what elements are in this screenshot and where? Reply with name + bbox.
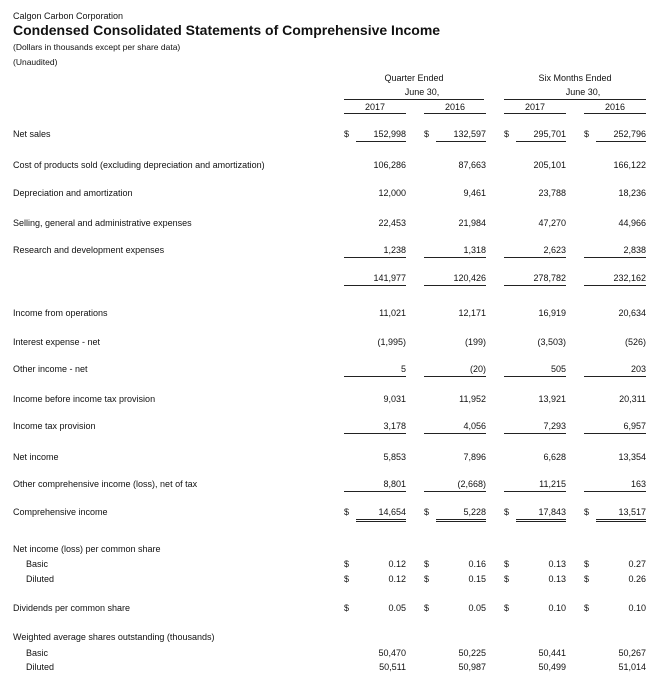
value-cell: 20,634 <box>618 308 646 318</box>
header-rule-sixmonths <box>504 99 646 100</box>
value-cell: 11,215 <box>504 479 566 492</box>
value-cell: 0.16 <box>468 559 486 569</box>
value-cell: 13,517 <box>596 507 646 522</box>
value-cell: 1,238 <box>344 245 406 258</box>
value-cell: 50,441 <box>538 648 566 658</box>
row-label: Income tax provision <box>13 421 96 431</box>
value-cell: 47,270 <box>538 218 566 228</box>
row-label: Diluted <box>26 662 55 672</box>
value-cell: 0.10 <box>548 603 566 613</box>
row-label: Net sales <box>13 129 51 139</box>
units-note: (Dollars in thousands except per share data) <box>13 42 181 52</box>
value-cell: 11,021 <box>379 308 406 318</box>
value-cell: 6,628 <box>543 452 566 462</box>
value-cell: 50,470 <box>378 648 406 658</box>
value-cell: 17,843 <box>516 507 566 522</box>
row-label: Weighted average shares outstanding (thousands) <box>13 632 215 642</box>
value-cell: 166,122 <box>613 160 646 170</box>
row-label: Other comprehensive income (loss), net of tax <box>13 479 198 489</box>
value-cell: 44,966 <box>618 218 646 228</box>
value-cell: 51,014 <box>618 662 646 672</box>
currency-symbol: $ <box>584 559 590 569</box>
currency-symbol: $ <box>424 507 430 517</box>
header-rule-quarter <box>344 99 484 100</box>
row-label: Income from operations <box>13 308 108 318</box>
row-label: Income before income tax provision <box>13 394 156 404</box>
currency-symbol: $ <box>584 603 590 613</box>
currency-symbol: $ <box>424 129 430 139</box>
value-cell: 12,171 <box>458 308 486 318</box>
value-cell: 7,293 <box>504 421 566 434</box>
value-cell: 278,782 <box>504 273 566 286</box>
value-cell: 505 <box>504 364 566 377</box>
value-cell: 50,499 <box>538 662 566 672</box>
value-cell: 0.05 <box>468 603 486 613</box>
value-cell: 2,623 <box>504 245 566 258</box>
currency-symbol: $ <box>584 507 590 517</box>
value-cell: 6,957 <box>584 421 646 434</box>
company-name: Calgon Carbon Corporation <box>13 11 124 21</box>
row-label: Dividends per common share <box>13 603 131 613</box>
value-cell: 50,511 <box>379 662 406 672</box>
column-group-sixmonths: Six Months Ended <box>538 73 612 83</box>
year-rule-4 <box>584 113 646 114</box>
value-cell: (1,995) <box>377 337 406 347</box>
currency-symbol: $ <box>504 507 510 517</box>
value-cell: 14,654 <box>356 507 406 522</box>
row-label: Net income <box>13 452 59 462</box>
value-cell: 4,056 <box>424 421 486 434</box>
year-header-s2017: 2017 <box>524 102 546 112</box>
row-label: Cost of products sold (excluding depreciation and amortization) <box>13 160 265 170</box>
value-cell: 0.27 <box>628 559 646 569</box>
value-cell: 50,225 <box>458 648 486 658</box>
currency-symbol: $ <box>504 129 510 139</box>
year-header-q2016: 2016 <box>444 102 466 112</box>
value-cell: 5 <box>344 364 406 377</box>
row-label: Interest expense - net <box>13 337 101 347</box>
currency-symbol: $ <box>424 559 430 569</box>
value-cell: 205,101 <box>533 160 566 170</box>
value-cell: 7,896 <box>463 452 486 462</box>
value-cell: 23,788 <box>538 188 566 198</box>
year-header-q2017: 2017 <box>364 102 386 112</box>
year-rule-2 <box>424 113 486 114</box>
column-group-quarter-date: June 30, <box>404 87 440 97</box>
value-cell: 3,178 <box>344 421 406 434</box>
row-label: Other income - net <box>13 364 88 374</box>
value-cell: (526) <box>624 337 646 347</box>
value-cell: 203 <box>584 364 646 377</box>
value-cell: 13,921 <box>538 394 566 404</box>
column-group-quarter: Quarter Ended <box>384 73 444 83</box>
value-cell: 21,984 <box>458 218 486 228</box>
currency-symbol: $ <box>344 129 350 139</box>
row-label: Selling, general and administrative expenses <box>13 218 192 228</box>
value-cell: (2,668) <box>424 479 486 492</box>
page-title: Condensed Consolidated Statements of Comprehensive Income <box>13 22 441 38</box>
value-cell: 0.12 <box>388 559 406 569</box>
value-cell: 0.26 <box>628 574 646 584</box>
value-cell: 0.05 <box>388 603 406 613</box>
currency-symbol: $ <box>424 574 430 584</box>
value-cell: 5,853 <box>383 452 406 462</box>
row-label: Research and development expenses <box>13 245 165 255</box>
currency-symbol: $ <box>584 129 590 139</box>
row-label: Depreciation and amortization <box>13 188 133 198</box>
row-label: Net income (loss) per common share <box>13 544 161 554</box>
currency-symbol: $ <box>504 603 510 613</box>
currency-symbol: $ <box>344 559 350 569</box>
value-cell: 12,000 <box>378 188 406 198</box>
value-cell: 0.13 <box>548 559 566 569</box>
value-cell: 120,426 <box>424 273 486 286</box>
value-cell: 1,318 <box>424 245 486 258</box>
value-cell: 141,977 <box>344 273 406 286</box>
row-label: Basic <box>26 648 49 658</box>
value-cell: 20,311 <box>619 394 646 404</box>
value-cell: 9,031 <box>383 394 406 404</box>
value-cell: 152,998 <box>356 129 406 142</box>
value-cell: 9,461 <box>463 188 486 198</box>
value-cell: 252,796 <box>596 129 646 142</box>
currency-symbol: $ <box>504 559 510 569</box>
value-cell: 87,663 <box>458 160 486 170</box>
currency-symbol: $ <box>344 507 350 517</box>
value-cell: 13,354 <box>618 452 646 462</box>
value-cell: (3,503) <box>537 337 566 347</box>
value-cell: 50,267 <box>618 648 646 658</box>
currency-symbol: $ <box>584 574 590 584</box>
value-cell: (199) <box>464 337 486 347</box>
value-cell: 232,162 <box>584 273 646 286</box>
value-cell: 0.15 <box>468 574 486 584</box>
value-cell: 295,701 <box>516 129 566 142</box>
row-label: Comprehensive income <box>13 507 108 517</box>
value-cell: 18,236 <box>618 188 646 198</box>
value-cell: 2,838 <box>584 245 646 258</box>
value-cell: 163 <box>584 479 646 492</box>
value-cell: (20) <box>424 364 486 377</box>
value-cell: 0.10 <box>628 603 646 613</box>
value-cell: 132,597 <box>436 129 486 142</box>
currency-symbol: $ <box>504 574 510 584</box>
column-group-sixmonths-date: June 30, <box>565 87 601 97</box>
currency-symbol: $ <box>344 603 350 613</box>
year-rule-3 <box>504 113 566 114</box>
unaudited-note: (Unaudited) <box>13 57 58 67</box>
year-rule-1 <box>344 113 406 114</box>
value-cell: 22,453 <box>378 218 406 228</box>
value-cell: 16,919 <box>538 308 566 318</box>
year-header-s2016: 2016 <box>604 102 626 112</box>
value-cell: 0.12 <box>388 574 406 584</box>
value-cell: 106,286 <box>373 160 406 170</box>
row-label: Basic <box>26 559 49 569</box>
value-cell: 5,228 <box>436 507 486 522</box>
currency-symbol: $ <box>344 574 350 584</box>
value-cell: 0.13 <box>548 574 566 584</box>
currency-symbol: $ <box>424 603 430 613</box>
value-cell: 11,952 <box>459 394 486 404</box>
value-cell: 8,801 <box>344 479 406 492</box>
value-cell: 50,987 <box>458 662 486 672</box>
row-label: Diluted <box>26 574 55 584</box>
